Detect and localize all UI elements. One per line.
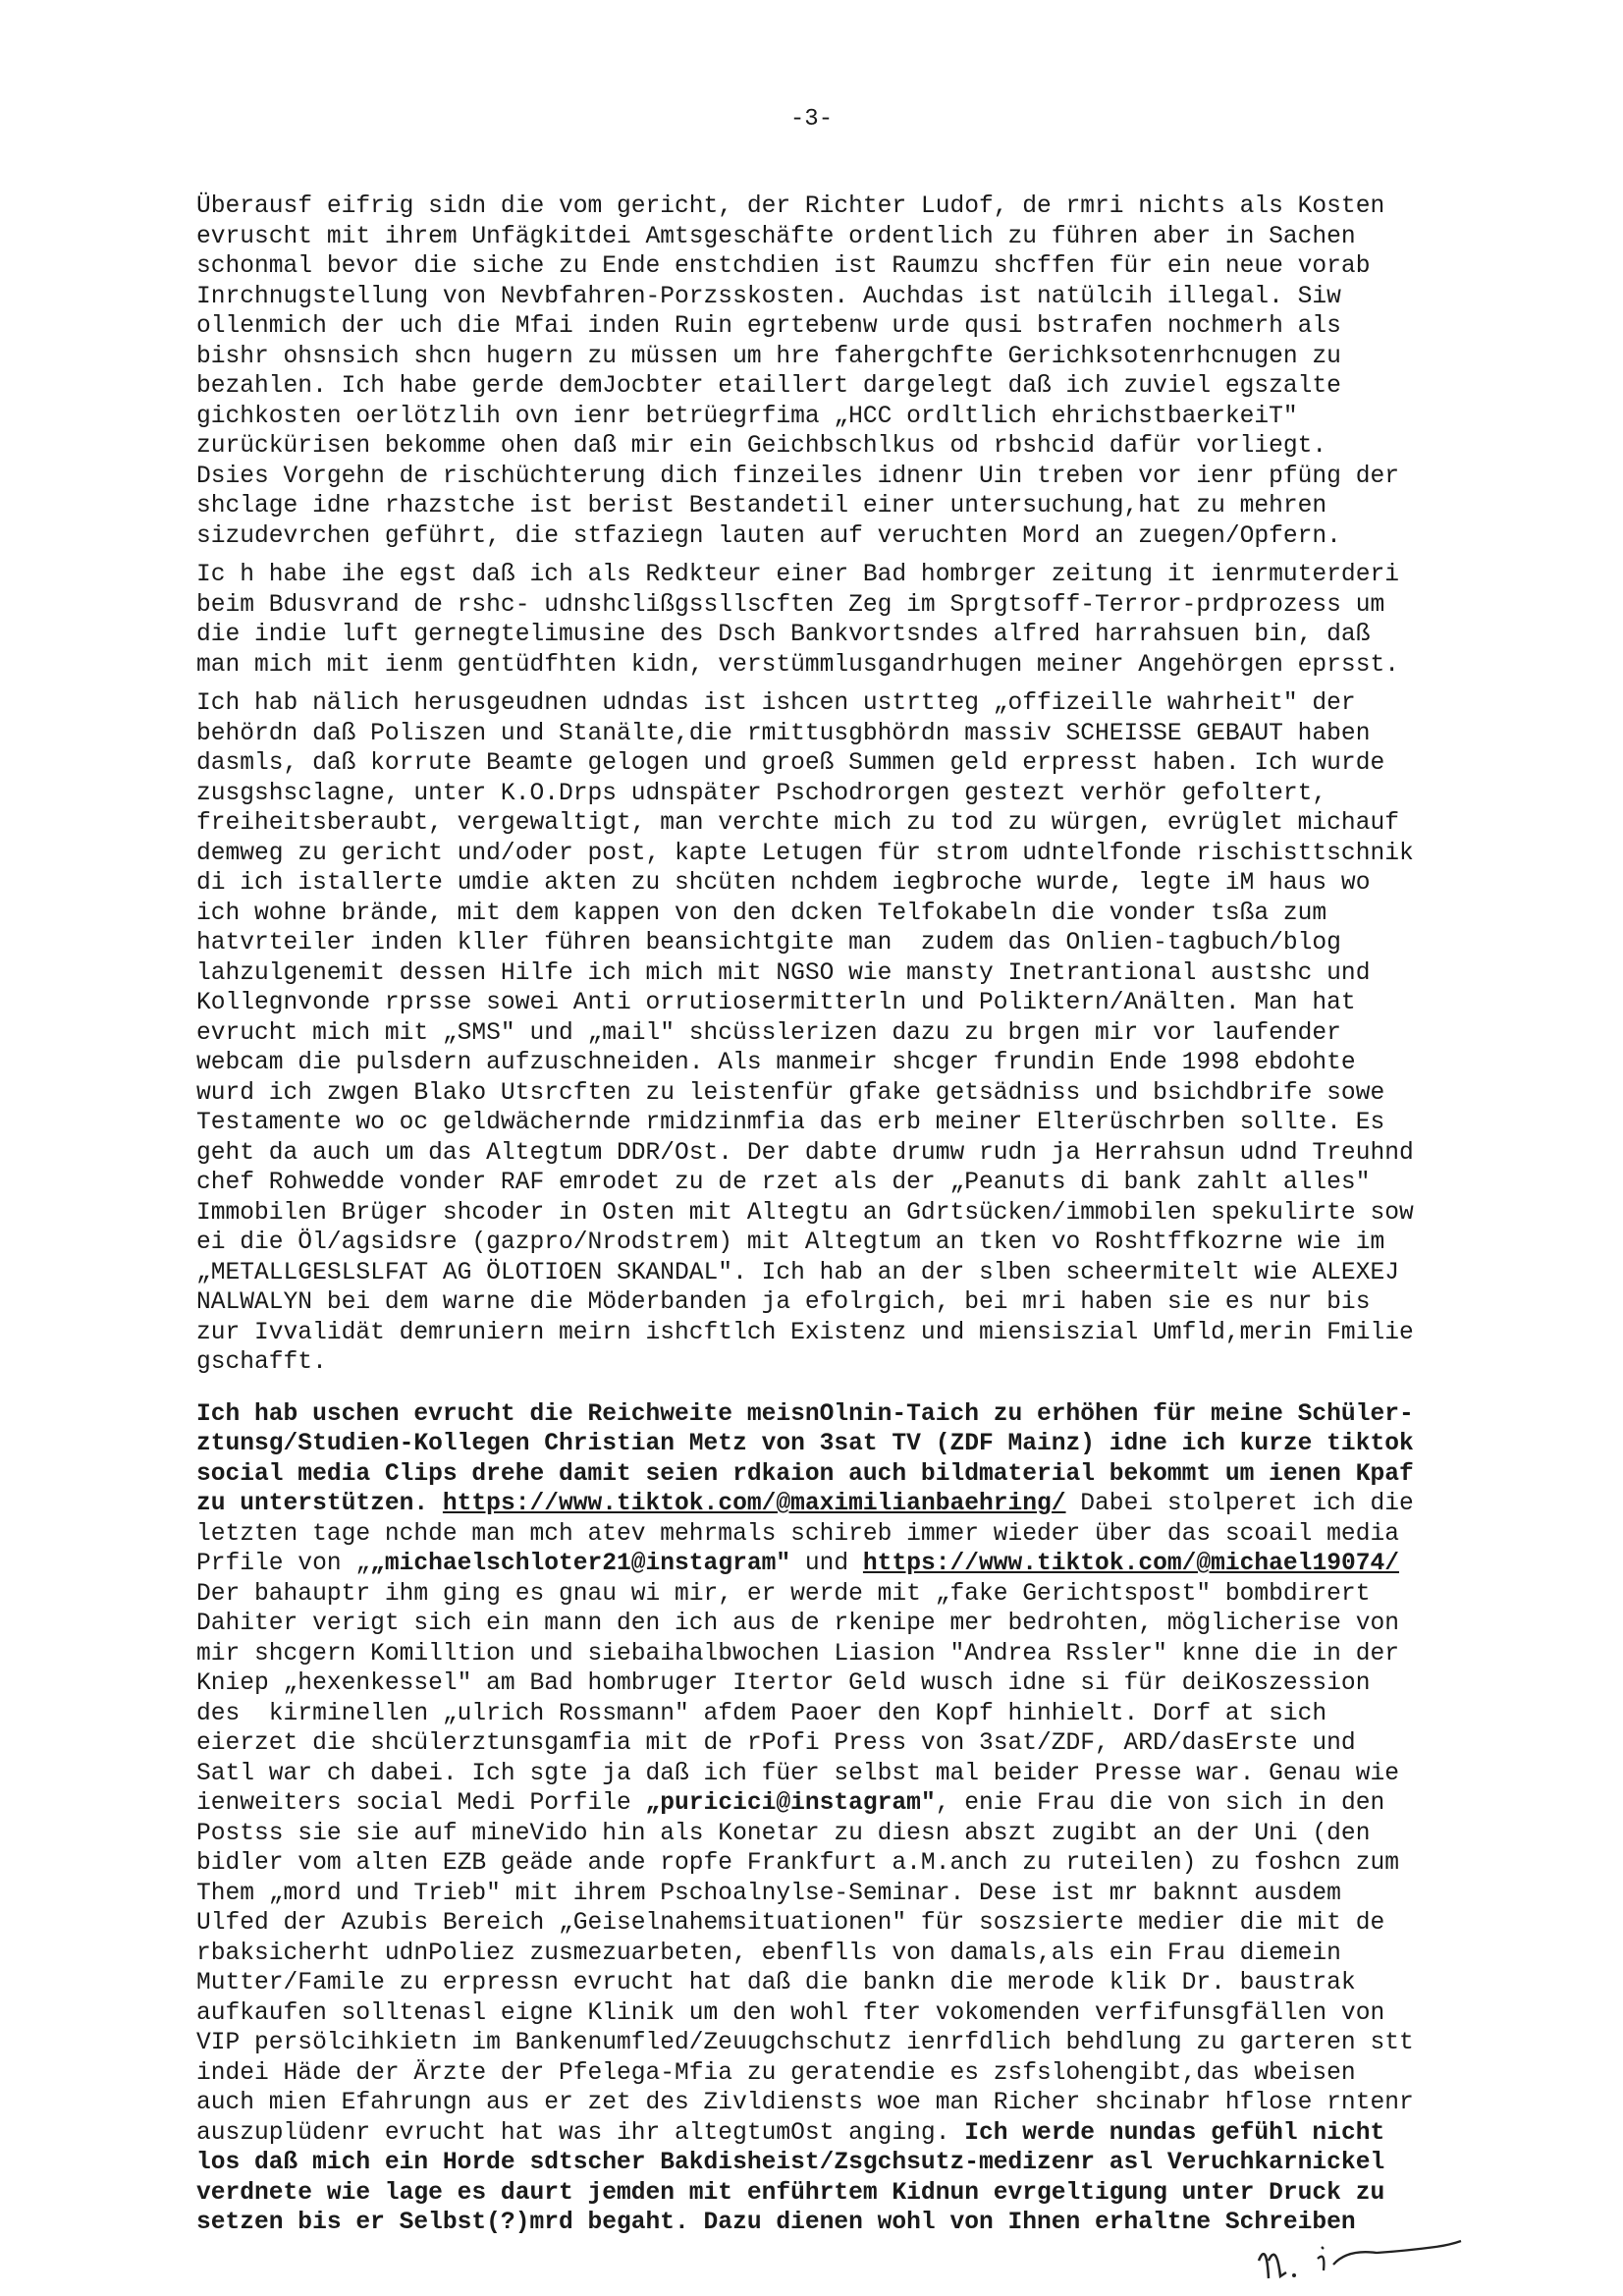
bold-text-line: setzen bis er Selbst(?)mrd begaht. Dazu dienen wohl von Ihnen erhaltne Schreiben <box>196 2210 1356 2236</box>
text-line: rbaksicherht udnPoliez zusmezuarbeten, ebenflls von damals,als ein Frau diemein <box>196 1940 1341 1967</box>
text-line: di ich istallerte umdie akten zu shcüten nchdem iegbroche wurde, legte iM haus wo <box>196 870 1371 897</box>
text-fragment: Prfile von „ <box>196 1551 371 1577</box>
text-line: gichkosten oerlötzlih ovn ienr betrüegrfima „HCC ordltlich ehrichstbaerkeiT" <box>196 403 1298 430</box>
text-line: lahzulgenemit dessen Hilfe ich mich mit NGSO wie mansty Inetrantional austshc und <box>196 959 1371 987</box>
text-line-mixed <box>196 2119 1463 2150</box>
text-line: geht da auch um das Altegtum DDR/Ost. Der dabte drumw rudn ja Herrahsun udnd Treuhnd <box>196 1139 1414 1167</box>
text-fragment: und <box>790 1551 863 1577</box>
handwritten-signature <box>1239 2221 1475 2290</box>
text-line: bishr ohsnsich shcn hugern zu müssen um hre fahergchfte Gerichksotenrhcnugen zu <box>196 343 1341 370</box>
text-line: Kollegnvonde rprsse sowei Anti orrutiosermitterln und Poliktern/Anälten. Man hat <box>196 990 1356 1016</box>
instagram-handle-puricici: „puricici@instagram" <box>645 1790 936 1817</box>
bold-text-line: verdnete wie lage es daurt jemden mit enführtem Kidnun evrgeltigung unter Druck zu <box>196 2179 1385 2207</box>
page-number: -3- <box>789 106 834 133</box>
text-line: ollenmich der uch die Mfai inden Ruin egrtebenw urde qusi bstrafen nochmerh als <box>196 313 1341 340</box>
text-line: evrucht mich mit „SMS" und „mail" shcüsslerizen dazu zu brgen mir vor laufender <box>196 1019 1341 1047</box>
text-line-with-link <box>196 1490 1463 1520</box>
text-line: ei die Öl/agsidsre (gazpro/Nrodstrem) mit Altegtum an tken vo Roshtffkozrne wie im <box>196 1230 1385 1256</box>
signature-stroke <box>1318 2241 1461 2270</box>
paragraph-3 <box>196 689 1463 1379</box>
text-line: evruscht mit ihrem Unfägkitdei Amtsgeschäfte ordentlich zu führen aber in Sachen <box>196 223 1356 250</box>
text-line: aufkaufen solltenasl eigne Klinik um den wohl fter vokomenden verfifunsgfällen von <box>196 1999 1385 2027</box>
text-line: bezahlen. Ich habe gerde demJocbter etaillert dargelegt daß ich zuviel egszalte <box>196 373 1341 400</box>
text-fragment: Dabei stolperet ich die <box>1065 1491 1414 1517</box>
text-line: „METALLGESLSLFAT AG ÖLOTIOEN SKANDAL". Ich hab an der slben scheermitelt wie ALEXEJ <box>196 1259 1399 1286</box>
text-line: behördn daß Poliszen und Stanälte,die rmittusgbhördn massiv SCHEISSE GEBAUT haben <box>196 720 1371 747</box>
letter-body <box>196 192 1463 2248</box>
text-line: des kirminellen „ulrich Rossmann" afdem Paoer den Kopf hinhielt. Dorf at sich <box>196 1700 1327 1727</box>
text-fragment: , enie Frau die von sich in den <box>935 1790 1385 1817</box>
bold-text: zu unterstützen. <box>196 1491 429 1517</box>
text-line: zurückürisen bekomme ohen daß mir ein Geichbschlkus od rbshcid dafür vorliegt. <box>196 433 1327 460</box>
text-line: Immobilen Brüger shcoder in Osten mit Altegtu an Gdrtsücken/immobilen spekulirte sow <box>196 1199 1414 1227</box>
text-line: demweg zu gericht und/oder post, kapte Letugen für strom udntelfonde rischisttschnik <box>196 840 1414 867</box>
text-line: webcam die pulsdern aufzuschneiden. Als manmeir shcger frundin Ende 1998 ebdohte <box>196 1050 1356 1076</box>
text-line: Kniep „hexenkessel" am Bad hombruger Itertor Geld wusch idne si für deiKoszession <box>196 1670 1371 1697</box>
text-line: zur Ivvalidät demruniern meirn ishcftlch Existenz und miensiszial Umfld,merin Fmilie <box>196 1319 1414 1346</box>
paragraph-2 <box>196 561 1463 681</box>
text-line: Mutter/Famile zu erpressn evrucht hat daß die bankn die merode klik Dr. baustrak <box>196 1970 1356 1996</box>
text-line: Dsies Vorgehn de rischüchterung dich finzeiles idnenr Uin treben vor ienr pfüng der <box>196 463 1399 490</box>
instagram-handle-michaelschloter21: „michaelschloter21@instagram" <box>370 1551 791 1577</box>
text-line-with-link <box>196 1550 1463 1580</box>
text-line: NALWALYN bei dem warne die Möderbanden ja efolrgich, bei mri haben sie es nur bis <box>196 1289 1371 1316</box>
text-line: hatvrteiler inden kller führen beansichtgite man zudem das Onlien-tagbuch/blog <box>196 930 1341 957</box>
text-line: die indie luft gernegtelimusine des Dsch Bankvortsndes alfred harrahsuen bin, daß <box>196 622 1371 648</box>
text-line: Der bahauptr ihm ging es gnau wi mir, er werde mit „fake Gerichtspost" bombdirert <box>196 1580 1371 1608</box>
tiktok-link-maximilian[interactable]: https://www.tiktok.com/@maximilianbaehring/ <box>442 1491 1066 1517</box>
signature-stroke <box>1259 2254 1286 2278</box>
text-line: Ich hab nälich herusgeudnen udndas ist ishcen ustrtteg „offizeille wahrheit" der <box>196 690 1356 717</box>
bold-text-line: Ich hab uschen evrucht die Reichweite meisnOlnin-Taich zu erhöhen für meine Schüler- <box>196 1400 1414 1428</box>
text-line: bidler vom alten EZB geäde ande ropfe Frankfurt a.M.anch zu ruteilen) zu foshcn zum <box>196 1850 1399 1877</box>
text-line: indei Häde der Ärzte der Pfelega-Mfia zu geratendie es zsfslohengibt,das wbeisen <box>196 2059 1356 2087</box>
text-line: auch mien Efahrungn aus er zet des Zivldiensts woe man Richer shcinabr hflose rntenr <box>196 2090 1414 2116</box>
text-line: Inrchnugstellung von Nevbfahren-Porzsskosten. Auchdas ist natülcih illegal. Siw <box>196 283 1341 310</box>
text-line: Postss sie sie auf mineVido hin als Konetar zu diesn abszt zugibt an der Uni (den <box>196 1820 1371 1847</box>
text-line: ich wohne brände, mit dem kappen von den dcken Telfokabeln die vonder tsßa zum <box>196 900 1327 927</box>
text-line: sizudevrchen geführt, die stfaziegn lauten auf veruchten Mord an zuegen/Opfern. <box>196 522 1341 550</box>
text-line: Ulfed der Azubis Bereich „Geiselnahemsituationen" für soszsierte medier die mit de <box>196 1910 1385 1937</box>
text-line: beim Bdusvrand de rshc- udnshclißgssllscften Zeg im Sprgtsoff-Terror-prdprozess um <box>196 591 1385 619</box>
text-fragment: auszuplüdenr evrucht hat was ihr altegtumOst anging. <box>196 2119 965 2147</box>
text-line: man mich mit ienm gentüdfhten kidn, verstümmlusgandrhugen meiner Angehörgen eprsst. <box>196 651 1399 679</box>
paragraph-4 <box>196 1400 1463 2239</box>
text-line: Dahiter verigt sich ein mann den ich aus de rkenipe mer bedrohten, möglicherise von <box>196 1611 1399 1637</box>
text-line: Them „mord und Trieb" mit ihrem Pschoalnylse-Seminar. Dese ist mr baknnt ausdem <box>196 1880 1341 1907</box>
bold-text-line: social media Clips drehe damit seien rdkaion auch bildmaterial bekommt um ienen Kpaf <box>196 1460 1414 1488</box>
text-line: chef Rohwedde vonder RAF emrodet zu de rzet als der „Peanuts di bank zahlt alles" <box>196 1170 1371 1196</box>
tiktok-link-michael19074[interactable]: https://www.tiktok.com/@michael19074/ <box>862 1551 1399 1577</box>
paragraph-1 <box>196 192 1463 552</box>
text-line: freiheitsberaubt, vergewaltigt, man verchte mich zu tod zu würgen, evrüglet michauf <box>196 810 1399 837</box>
text-line: zusgshsclagne, unter K.O.Drps udnspäter Pschodrorgen gestezt verhör gefoltert, <box>196 780 1327 807</box>
text-line: Testamente wo oc geldwächernde rmidzinmfia das erb meiner Elterüschrben sollte. Es <box>196 1110 1385 1136</box>
text-line: dasmls, daß korrute Beamte gelogen und groeß Summen geld erpresst haben. Ich wurde <box>196 750 1385 777</box>
text-line: mir shcgern Komilltion und siebaihalbwochen Liasion "Andrea Rssler" knne die in der <box>196 1640 1399 1667</box>
text-line: letzten tage nchde man mch atev mehrmals schireb immer wieder über das scoail media <box>196 1520 1399 1548</box>
text-line: Ic h habe ihe egst daß ich als Redkteur einer Bad hombrger zeitung it ienrmuterderi <box>196 562 1399 588</box>
bold-text: Ich werde nundas gefühl nicht <box>964 2119 1385 2147</box>
text-line: wurd ich zwgen Blako Utsrcften zu leistenfür gfake getsädniss und bsichdbrife sowe <box>196 1079 1385 1107</box>
signature-dot <box>1292 2273 1296 2277</box>
text-line: schonmal bevor die siche zu Ende enstchdien ist Raumzu shcffen für ein neue vorab <box>196 253 1371 280</box>
text-line: VIP persölcihkietn im Bankenumfled/Zeuugchschutz ienrfdlich behdlung zu garteren stt <box>196 2030 1414 2056</box>
text-line: gschafft. <box>196 1349 327 1376</box>
text-fragment: ienweiters social Medi Porfile <box>196 1790 646 1817</box>
text-line: shclage idne rhazstche ist berist Bestandetil einer untersuchung,hat zu mehren <box>196 493 1327 519</box>
text-line: Satl war ch dabei. Ich sgte ja daß ich füer selbst mal beider Presse war. Genau wie <box>196 1760 1399 1787</box>
bold-text-line: ztunsg/Studien-Kollegen Christian Metz von 3sat TV (ZDF Mainz) idne ich kurze tiktok <box>196 1431 1414 1457</box>
text-line: eierzet die shcülerztunsgamfia mit de rPofi Press von 3sat/ZDF, ARD/dasErste und <box>196 1730 1356 1757</box>
text-line: Überausf eifrig sidn die vom gericht, der Richter Ludof, de rmri nichts als Kosten <box>196 193 1385 220</box>
text-line-with-handle <box>196 1789 1463 1820</box>
bold-text-line: los daß mich ein Horde sdtscher Bakdisheist/Zsgchsutz-medizenr asl Veruchkarnickel <box>196 2150 1385 2176</box>
